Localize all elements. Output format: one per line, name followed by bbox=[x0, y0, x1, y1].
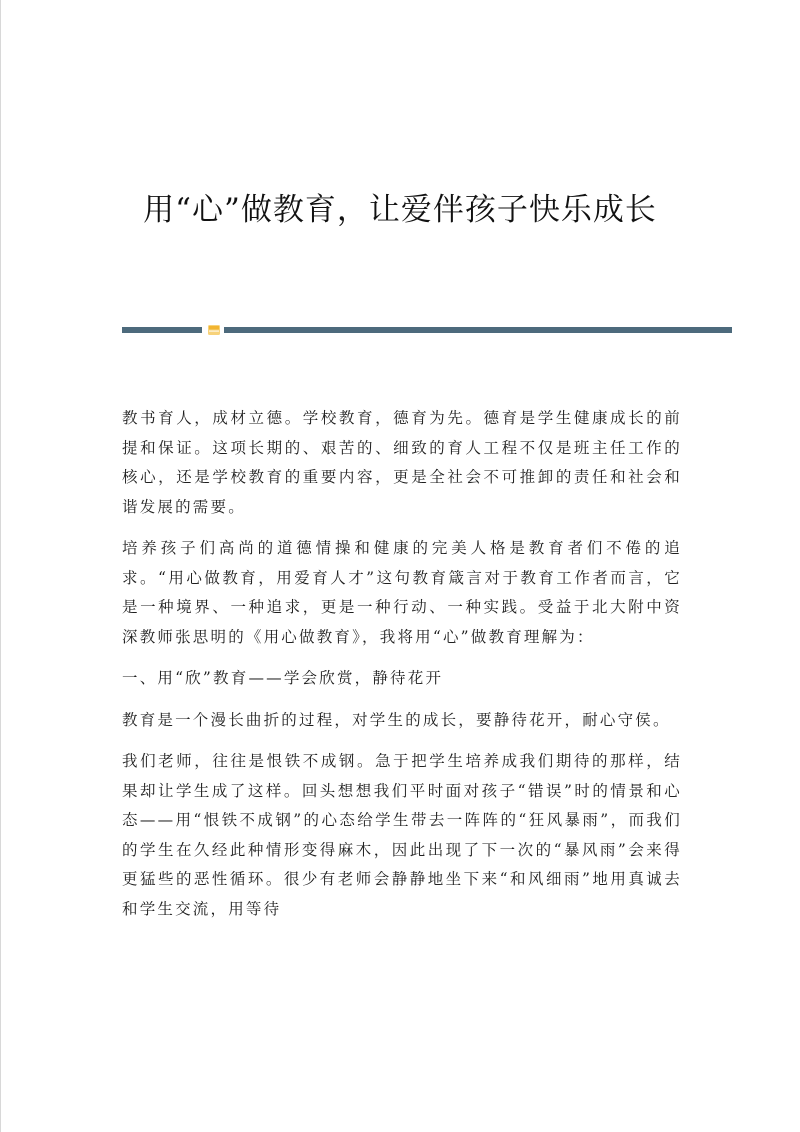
divider-bar-right bbox=[224, 327, 732, 333]
paragraph-patience: 教育是一个漫长曲折的过程，对学生的成长，要静待花开，耐心守侯。 bbox=[122, 710, 671, 729]
paragraph-teachers: 我们老师，往往是恨铁不成钢。急于把学生培养成我们期待的那样，结果却让学生成了这样。回头想想我们平时面对孩子“错误”时的情景和心态——用“恨铁不成钢”的心态给学生带去一阵阵的“狂风暴雨”，而我们的学生在久经此种情形变得麻木，因此出现了下一次的“暴风雨”会来得更猛些的恶性循环。很少有老师会静静地坐下来“和风细雨”地用真诚去和学生交流，用等待 bbox=[122, 752, 682, 918]
page-left-edge bbox=[0, 0, 1, 1132]
title-divider bbox=[122, 325, 732, 335]
section-heading-1: 一、用“欣”教育——学会欣赏，静待花开 bbox=[122, 669, 444, 687]
divider-ornament-icon bbox=[208, 325, 220, 335]
document-title: 用“心”做教育，让爱伴孩子快乐成长 bbox=[143, 192, 657, 228]
document-body bbox=[122, 404, 682, 936]
paragraph-philosophy: 培养孩子们高尚的道德情操和健康的完美人格是教育者们不倦的追求。“用心做教育，用爱育人才”这句教育箴言对于教育工作者而言，它是一种境界、一种追求，更是一种行动、一种实践。受益于北大附中资深教师张思明的《用心做教育》，我将用“心”做教育理解为： bbox=[122, 539, 682, 646]
paragraph-intro: 教书育人，成材立德。学校教育，德育为先。德育是学生健康成长的前提和保证。这项长期的、艰苦的、细致的育人工程不仅是班主任工作的核心，还是学校教育的重要内容，更是全社会不可推卸的责任和社会和谐发展的需要。 bbox=[122, 409, 682, 516]
divider-bar-left bbox=[122, 327, 202, 333]
